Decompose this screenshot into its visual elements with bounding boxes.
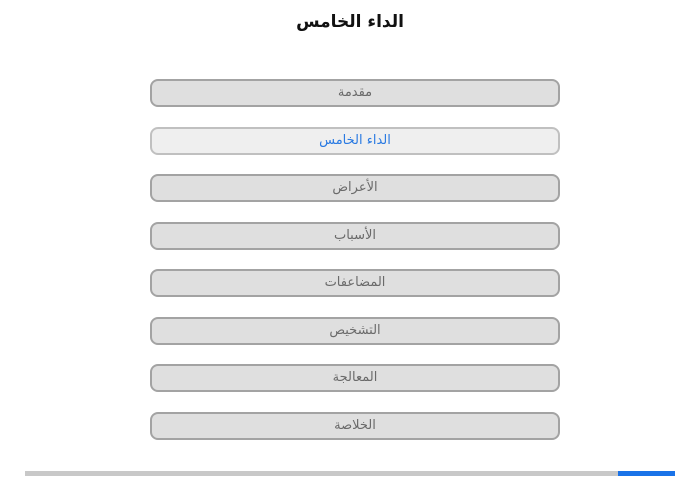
progress-fill — [618, 471, 675, 476]
progress-bar — [25, 471, 675, 476]
menu-item-introduction[interactable]: مقدمة — [150, 79, 560, 107]
menu-item-causes[interactable]: الأسباب — [150, 222, 560, 250]
chapter-menu — [150, 79, 560, 459]
page-title: الداء الخامس — [296, 12, 404, 32]
menu-item-diagnosis[interactable]: التشخيص — [150, 317, 560, 345]
menu-item-treatment[interactable]: المعالجة — [150, 364, 560, 392]
menu-item-symptoms[interactable]: الأعراض — [150, 174, 560, 202]
menu-item-summary[interactable]: الخلاصة — [150, 412, 560, 440]
menu-item-fifth-disease[interactable]: الداء الخامس — [150, 127, 560, 155]
menu-item-complications[interactable]: المضاعفات — [150, 269, 560, 297]
